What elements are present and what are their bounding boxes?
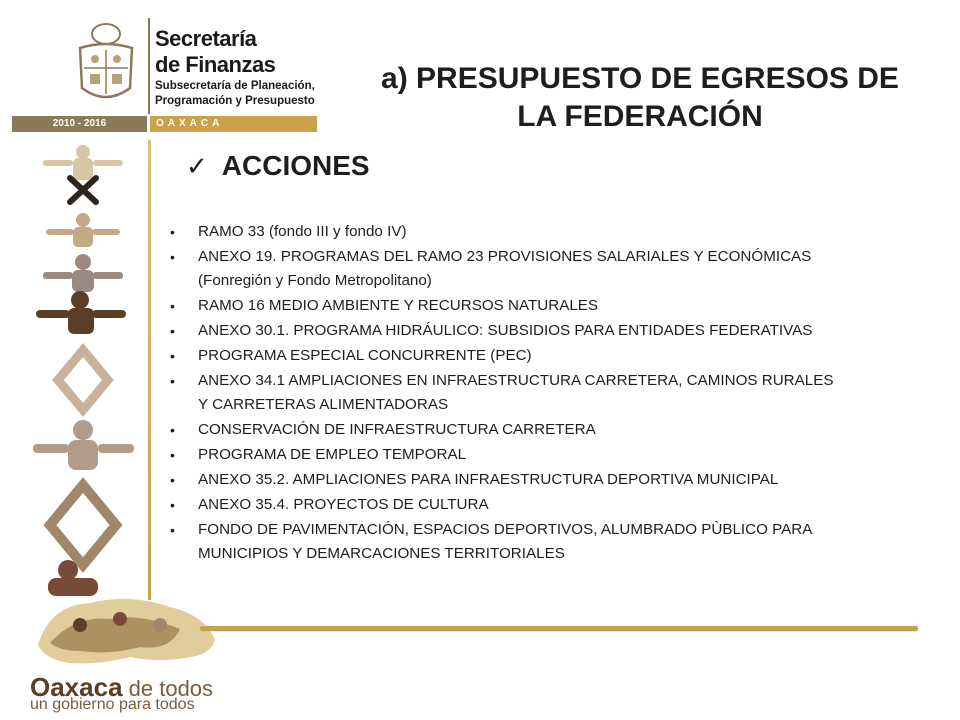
state-badge: OAXACA xyxy=(150,116,317,132)
header-divider xyxy=(148,18,150,114)
footer-tagline: un gobierno para todos xyxy=(30,696,195,713)
list-item: • PROGRAMA DE EMPLEO TEMPORAL xyxy=(168,443,928,467)
list-item: • CONSERVACIÓN DE INFRAESTRUCTURA CARRETERA xyxy=(168,418,928,442)
list-item: • FONDO DE PAVIMENTACIÓN, ESPACIOS DEPORTIVOS, ALUMBRADO PÙBLICO PARA MUNICIPIOS Y DEMARCACIONES TERRITORIALES xyxy=(168,518,928,566)
list-item: • ANEXO 34.1 AMPLIACIONES EN INFRAESTRUCTURA CARRETERA, CAMINOS RURALES Y CARRETERAS ALIMENTADORAS xyxy=(168,369,928,417)
brand-subsecretaria: Subsecretaría de Planeación, xyxy=(155,80,315,92)
figure-8 xyxy=(50,485,116,565)
section-heading xyxy=(186,150,370,182)
figure-3 xyxy=(46,213,120,247)
figure-7 xyxy=(33,420,134,470)
section-label: ACCIONES xyxy=(221,150,370,181)
list-item: • ANEXO 30.1. PROGRAMA HIDRÁULICO: SUBSIDIOS PARA ENTIDADES FEDERATIVAS xyxy=(168,319,928,343)
state-seal-icon xyxy=(70,18,142,108)
list-item: • PROGRAMA ESPECIAL CONCURRENTE (PEC) xyxy=(168,344,928,368)
check-icon: ✓ xyxy=(186,150,208,181)
actions-list xyxy=(168,220,928,567)
brand-secretaria: Secretaría xyxy=(155,26,257,51)
figure-5 xyxy=(36,291,126,334)
brand-programacion: Programación y Presupuesto xyxy=(155,95,315,107)
list-item: • ANEXO 35.2. AMPLIACIONES PARA INFRAESTRUCTURA DEPORTIVA MUNICIPAL xyxy=(168,468,928,492)
decorative-vertical-line xyxy=(148,140,151,600)
list-item: • RAMO 33 (fondo III y fondo IV) xyxy=(168,220,928,244)
page-title xyxy=(340,60,940,136)
list-item: • RAMO 16 MEDIO AMBIENTE Y RECURSOS NATURALES xyxy=(168,294,928,318)
years-badge: 2010 - 2016 xyxy=(12,116,147,132)
footer-brand: Oaxaca de todos xyxy=(30,672,214,702)
title-line-1: a) PRESUPUESTO DE EGRESOS DE xyxy=(381,62,899,95)
brand-finanzas: de Finanzas xyxy=(155,52,276,77)
figure-2 xyxy=(70,178,96,202)
figure-1 xyxy=(43,145,123,180)
list-item: • ANEXO 35.4. PROYECTOS DE CULTURA xyxy=(168,493,928,517)
figure-6 xyxy=(58,350,108,410)
decorative-horizontal-line xyxy=(200,626,918,630)
figure-4 xyxy=(43,254,123,292)
title-line-2: LA FEDERACIÓN xyxy=(517,100,763,133)
list-item: • ANEXO 19. PROGRAMAS DEL RAMO 23 PROVISIONES SALARIALES Y ECONÓMICAS (Fonregión y Fondo Metropolitano) xyxy=(168,245,928,293)
people-chain-decoration xyxy=(28,140,138,600)
